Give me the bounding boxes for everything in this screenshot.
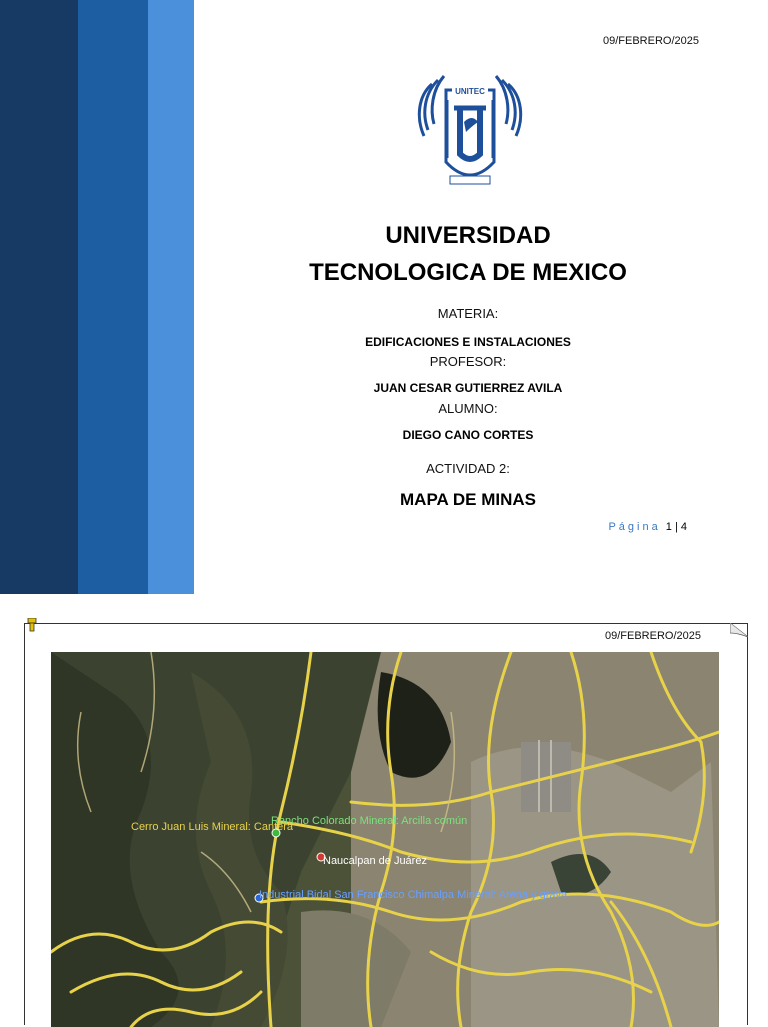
decorative-band-dark: [0, 0, 78, 594]
actividad-value: MAPA DE MINAS: [400, 490, 536, 509]
page-current: 1: [665, 521, 672, 533]
profesor-label: PROFESOR:: [429, 354, 507, 369]
satellite-map: [51, 652, 719, 1027]
decorative-band-mid: [78, 0, 148, 594]
page-total: 4: [680, 521, 687, 533]
materia-label: MATERIA:: [437, 306, 499, 321]
actividad-label: ACTIVIDAD 2:: [426, 461, 510, 476]
title-line-1: UNIVERSIDAD: [385, 222, 551, 249]
decorative-band-light: [148, 0, 194, 594]
document-page-2: [24, 623, 748, 1025]
map-label-cerro: Cerro Juan Luis Mineral: Cantera: [131, 821, 294, 833]
alumno-label: ALUMNO:: [438, 401, 498, 416]
title-line-2: TECNOLOGICA DE MEXICO: [309, 259, 627, 286]
page-number: [608, 521, 687, 533]
page-fold-icon: [730, 623, 748, 637]
page-date: 09/FEBRERO/2025: [603, 35, 699, 47]
alumno-value: DIEGO CANO CORTES: [402, 428, 534, 442]
page-word: Página: [608, 521, 661, 533]
logo-text: UNITEC: [455, 87, 485, 96]
profesor-value: JUAN CESAR GUTIERREZ AVILA: [373, 381, 563, 395]
page-gap: [0, 594, 768, 624]
materia-value: EDIFICACIONES E INSTALACIONES: [365, 335, 571, 349]
page-date-2: 09/FEBRERO/2025: [605, 630, 701, 642]
map-label-industrial: Industrial Bidal San Francisco Chimalpa Mineral: Arena y grava: [259, 889, 568, 901]
page-separator: |: [674, 521, 678, 533]
map-label-rancho: Rancho Colorado Mineral: Arcilla común: [271, 815, 468, 827]
pin-icon: [27, 618, 37, 632]
map-label-naucalpan: Naucalpan de Juárez: [323, 855, 427, 867]
university-logo: [414, 66, 526, 196]
